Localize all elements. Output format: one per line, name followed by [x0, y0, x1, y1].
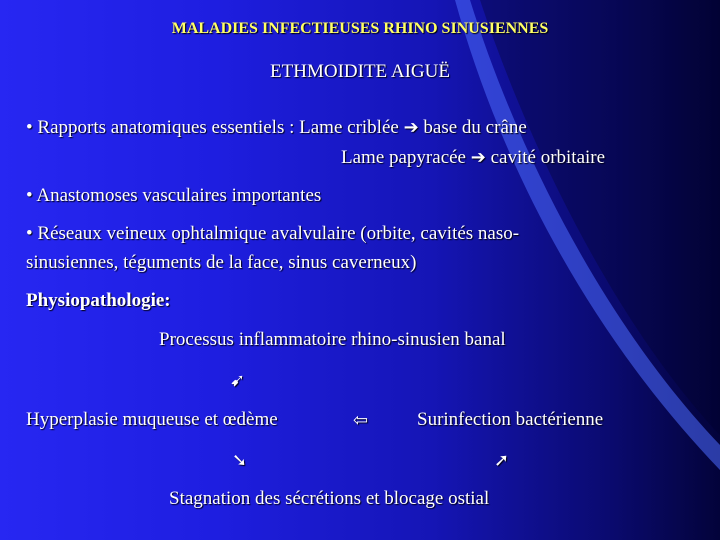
- arrow-right-icon: ➔: [470, 147, 486, 168]
- slide-title: MALADIES INFECTIEUSES RHINO SINUSIENNES: [171, 20, 549, 37]
- process-text: Processus inflammatoire rhino-sinusien banal: [159, 329, 506, 350]
- arrow-down-right-icon: ➘: [232, 450, 248, 471]
- bullet-anastomoses: • Anastomoses vasculaires importantes: [26, 185, 322, 206]
- hyperplasie-text: Hyperplasie muqueuse et œdème: [26, 409, 278, 430]
- physio-heading: Physiopathologie:: [26, 290, 171, 311]
- arrow-left-icon: ⇦: [353, 410, 369, 431]
- surinfection-text: Surinfection bactérienne: [417, 409, 604, 430]
- stagnation-text: Stagnation des sécrétions et blocage ostial: [169, 488, 490, 509]
- bullet-rapports-text: • Rapports anatomiques essentiels : Lame criblée: [26, 117, 399, 138]
- arrow-down-left-icon: ➹: [230, 370, 246, 391]
- bullet-rapports-target: base du crâne: [423, 117, 527, 138]
- arrow-up-right-icon: ➚: [494, 450, 510, 471]
- lame-papyracee-text: Lame papyracée: [341, 147, 466, 168]
- slide-subtitle: ETHMOIDITE AIGUË: [270, 61, 450, 82]
- bullet-rapports: [26, 117, 527, 139]
- bullet-reseaux-line1: • Réseaux veineux ophtalmique avalvulaire (orbite, cavités naso-: [26, 223, 520, 244]
- cavite-orbitaire-text: cavité orbitaire: [490, 147, 606, 168]
- bullet-rapports-line2: [341, 147, 605, 169]
- arrow-right-icon: ➔: [403, 117, 419, 138]
- bullet-reseaux-line2: sinusiennes, téguments de la face, sinus caverneux): [26, 252, 417, 273]
